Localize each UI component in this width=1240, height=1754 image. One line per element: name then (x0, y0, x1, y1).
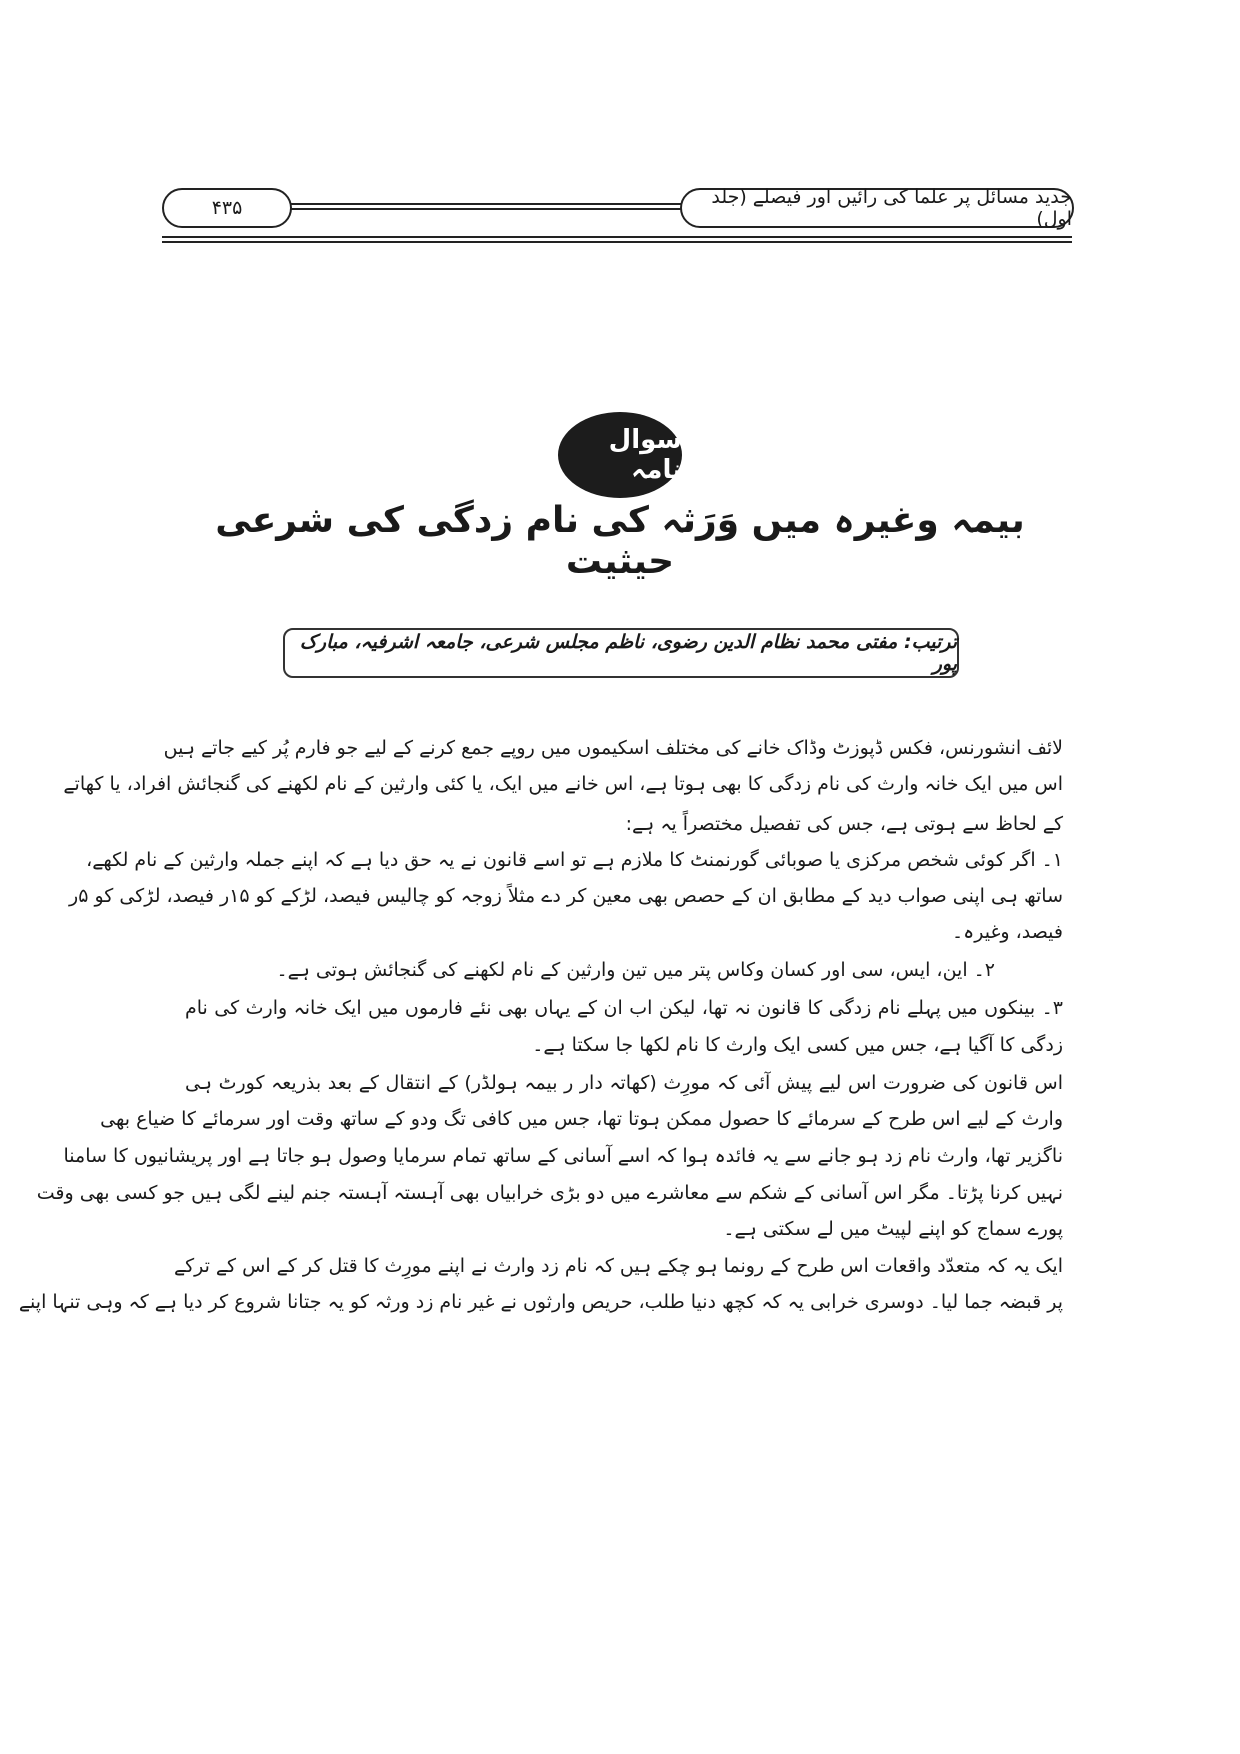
list-item-3-cont: زدگی کا آگیا ہے، جس میں کسی ایک وارث کا نام لکھا جا سکتا ہے۔ (532, 1034, 1063, 1056)
body-line: پورے سماج کو اپنے لپیٹ میں لے سکتی ہے۔ (723, 1218, 1063, 1240)
header-rule (162, 236, 1072, 243)
section-badge-label: سوال نامہ (608, 425, 682, 485)
byline-box (283, 628, 959, 678)
book-title-box (680, 188, 1074, 228)
body-line: نہیں کرنا پڑتا۔ مگر اس آسانی کے شکم سے معاشرے میں دو بڑی خرابیاں بھی آہستہ آہستہ جنم لینے لگی ہیں جو کسی بھی وقت (36, 1182, 1063, 1204)
byline: ترتیب: مفتی محمد نظام الدین رضوی، ناظم مجلس شرعی، جامعہ اشرفیہ، مبارک پور (299, 631, 957, 675)
body-line: ایک یہ کہ متعدّد واقعات اس طرح کے رونما ہو چکے ہیں کہ نام زد وارث نے اپنے مورِث کا قتل کر کے اس کے ترکے (173, 1255, 1063, 1277)
body-line: کے لحاظ سے ہوتی ہے، جس کی تفصیل مختصراً یہ ہے: (625, 813, 1063, 835)
book-title: جدید مسائل پر علما کی رائیں اور فیصلے (جلد اول) (711, 186, 1072, 230)
body-line: اس میں ایک خانہ وارث کی نام زدگی کا بھی ہوتا ہے، اس خانے میں ایک، یا کئی وارثین کے نام لکھنے کی گنجائش افراد، یا کھاتے (63, 773, 1063, 795)
page-number-box (162, 188, 292, 228)
section-badge (558, 412, 682, 498)
page-title: بیمہ وغیرہ میں وَرَثہ کی نام زدگی کی شرعی حیثیت (215, 500, 1025, 582)
list-item-2: ۲۔ این، ایس، سی اور کسان وکاس پتر میں تین وارثین کے نام لکھنے کی گنجائش ہوتی ہے۔ (276, 959, 995, 981)
list-item-3: ۳۔ بینکوں میں پہلے نام زدگی کا قانون نہ تھا، لیکن اب ان کے یہاں بھی نئے فارموں میں ایک خانہ وارث کی نام (185, 997, 1063, 1019)
body-line: پر قبضہ جما لیا۔ دوسری خرابی یہ کہ کچھ دنیا طلب، حریص وارثوں نے غیر نام زد ورثہ کو یہ جتانا شروع کر دیا ہے کہ وہی تنہا اپنے (18, 1291, 1063, 1313)
body-line: ناگزیر تھا، وارث نام زد ہو جانے سے یہ فائدہ ہوا کہ اسے آسانی کے ساتھ تمام سرمایا وصول ہو جاتا ہے اور پریشانیوں کا سامنا (63, 1145, 1063, 1167)
body-line: اس قانون کی ضرورت اس لیے پیش آئی کہ مورِث (کھاتہ دار ر بیمہ ہولڈر) کے انتقال کے بعد بذریعہ کورٹ ہی (185, 1072, 1063, 1094)
list-item-1-cont: فیصد، وغیرہ۔ (951, 921, 1063, 943)
body-line: لائف انشورنس، فکس ڈپوزٹ وڈاک خانے کی مختلف اسکیموں میں روپے جمع کرنے کے لیے جو فارم پُر کیے جاتے ہیں (163, 737, 1063, 759)
header-divider (290, 203, 682, 210)
page-number: ۴۳۵ (211, 197, 243, 219)
list-item-1-cont: ساتھ ہی اپنی صواب دید کے مطابق ان کے حصص بھی معین کر دے مثلاً زوجہ کو چالیس فیصد، لڑکے کو ۱۵ر فیصد، لڑکی کو ۵ر (69, 885, 1063, 907)
body-line: وارث کے لیے اس طرح کے سرمائے کا حصول ممکن ہوتا تھا، جس میں کافی تگ ودو کے ساتھ وقت اور سرمائے کا ضیاع بھی (100, 1108, 1063, 1130)
list-item-1: ۱۔ اگر کوئی شخص مرکزی یا صوبائی گورنمنٹ کا ملازم ہے تو اسے قانون نے یہ حق دیا ہے کہ اپنے جملہ وارثین کے نام لکھے، (86, 849, 1063, 871)
